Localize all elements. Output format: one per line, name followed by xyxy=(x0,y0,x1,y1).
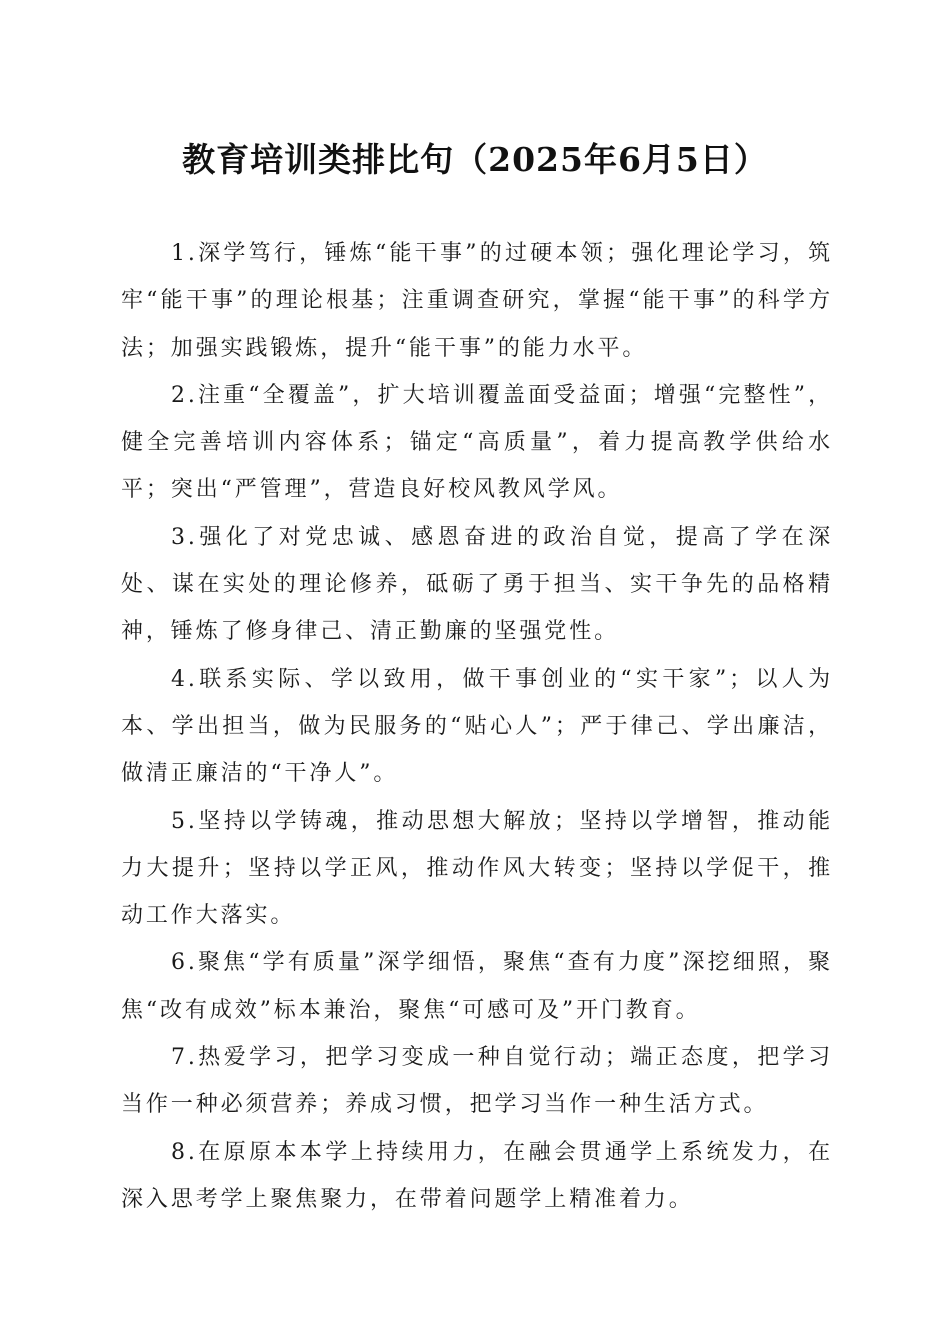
paragraph-2: 2.注重“全覆盖”，扩大培训覆盖面受益面；增强“完整性”，健全完善培训内容体系；锚定“高质量”，着力提高教学供给水平；突出“严管理”，营造良好校风教风学风。 xyxy=(121,382,833,503)
paragraph-4: 4.联系实际、学以致用，做干事创业的“实干家”；以人为本、学出担当，做为民服务的“贴心人”；严于律己、学出廉洁，做清正廉洁的“干净人”。 xyxy=(121,666,833,787)
paragraph-7: 7.热爱学习，把学习变成一种自觉行动；端正态度，把学习当作一种必须营养；养成习惯，把学习当作一种生活方式。 xyxy=(121,1045,833,1118)
paragraph-8: 8.在原原本本学上持续用力，在融会贯通学上系统发力，在深入思考学上聚焦聚力，在带着问题学上精准着力。 xyxy=(121,1139,833,1212)
document-title: 教育培训类排比句（2025年6月5日） xyxy=(182,140,768,179)
paragraph-5: 5.坚持以学铸魂，推动思想大解放；坚持以学增智，推动能力大提升；坚持以学正风，推动作风大转变；坚持以学促干，推动工作大落实。 xyxy=(121,808,833,929)
paragraph-6: 6.聚焦“学有质量”深学细悟，聚焦“查有力度”深挖细照，聚焦“改有成效”标本兼治，聚焦“可感可及”开门教育。 xyxy=(121,950,833,1023)
paragraph-3: 3.强化了对党忠诚、感恩奋进的政治自觉，提高了学在深处、谋在实处的理论修养，砥砺了勇于担当、实干争先的品格精神，锤炼了修身律己、清正勤廉的坚强党性。 xyxy=(121,524,833,645)
document-body xyxy=(121,230,833,1223)
paragraph-1: 1.深学笃行，锤炼“能干事”的过硬本领；强化理论学习，筑牢“能干事”的理论根基；注重调查研究，掌握“能干事”的科学方法；加强实践锻炼，提升“能干事”的能力水平。 xyxy=(121,241,833,361)
